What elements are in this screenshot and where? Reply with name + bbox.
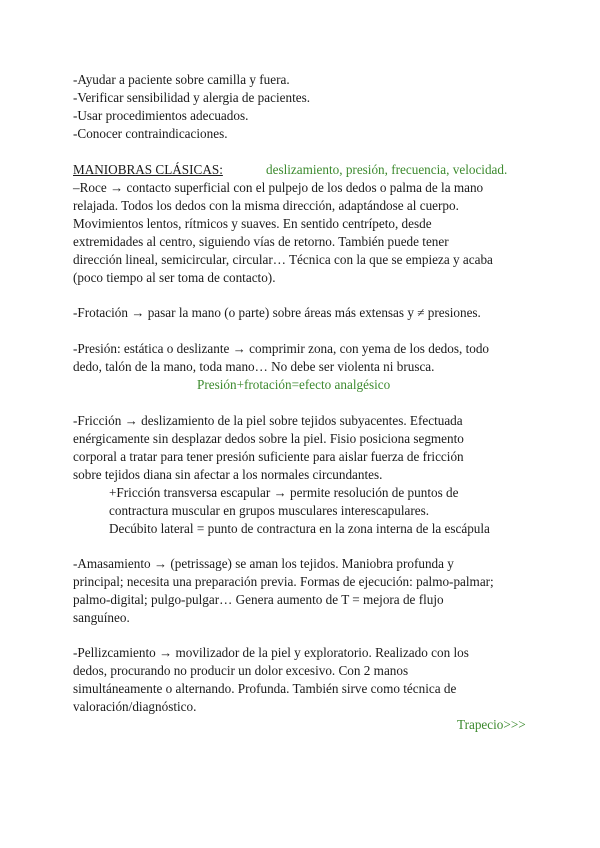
friccion-line: enérgicamente sin desplazar dedos sobre la piel. Fisio posiciona segmento [73,431,464,446]
friccion-sub-line: +Fricción transversa escapular → permite resolución de puntos de [109,485,459,500]
friccion-line: corporal a tratar para tener presión suficiente para aislar fuerza de fricción [73,449,464,464]
amasamiento-line: principal; necesita una preparación previa. Formas de ejecución: palmo-palmar; [73,574,494,589]
amasamiento-line: palmo-digital; pulgo-pulgar… Genera aumento de T = mejora de flujo [73,592,444,607]
roce-line: (poco tiempo al ser toma de contacto). [73,270,276,285]
intro-item: -Ayudar a paciente sobre camilla y fuera. [73,72,290,87]
intro-item: -Conocer contraindicaciones. [73,126,228,141]
section-tags: deslizamiento, presión, frecuencia, velocidad. [266,162,508,177]
pellizcamiento-line: valoración/diagnóstico. [73,699,197,714]
pellizcamiento-line: dedos, procurando no producir un dolor excesivo. Con 2 manos [73,663,409,678]
presion-note: Presión+frotación=efecto analgésico [197,377,391,392]
roce-line: relajada. Todos los dedos con la misma dirección, adaptándose al cuerpo. [73,198,459,213]
amasamiento-line: sanguíneo. [73,610,130,625]
roce-line: –Roce → contacto superficial con el pulpejo de los dedos o palma de la mano [73,180,484,195]
intro-item: -Verificar sensibilidad y alergia de pacientes. [73,90,311,105]
next-page-link[interactable]: Trapecio>>> [457,717,526,732]
presion-line: dedo, talón de la mano, toda mano… No debe ser violenta ni brusca. [73,359,435,374]
intro-item: -Usar procedimientos adecuados. [73,108,249,123]
presion-line: -Presión: estática o deslizante → comprimir zona, con yema de los dedos, todo [73,341,490,356]
section-heading: MANIOBRAS CLÁSICAS: [73,162,223,177]
roce-line: extremidades al centro, siguiendo vías de retorno. También puede tener [73,234,449,249]
amasamiento-line: -Amasamiento → (petrissage) se aman los tejidos. Maniobra profunda y [73,556,454,571]
friccion-line: -Fricción → deslizamiento de la piel sobre tejidos subyacentes. Efectuada [73,413,463,428]
pellizcamiento-line: -Pellizcamiento → movilizador de la piel y exploratorio. Realizado con los [73,645,469,660]
roce-line: Movimientos lentos, rítmicos y suaves. En sentido centrípeto, desde [73,216,432,231]
friccion-line: sobre tejidos diana sin afectar a los normales circundantes. [73,467,383,482]
friccion-sub-line: contractura muscular en grupos musculares interescapulares. [109,503,430,518]
frotacion-line: -Frotación → pasar la mano (o parte) sobre áreas más extensas y ≠ presiones. [73,305,481,320]
pellizcamiento-line: simultáneamente o alternando. Profunda. También sirve como técnica de [73,681,457,696]
roce-line: dirección lineal, semicircular, circular… Técnica con la que se empieza y acaba [73,252,493,267]
friccion-sub-line: Decúbito lateral = punto de contractura en la zona interna de la escápula [109,521,490,536]
